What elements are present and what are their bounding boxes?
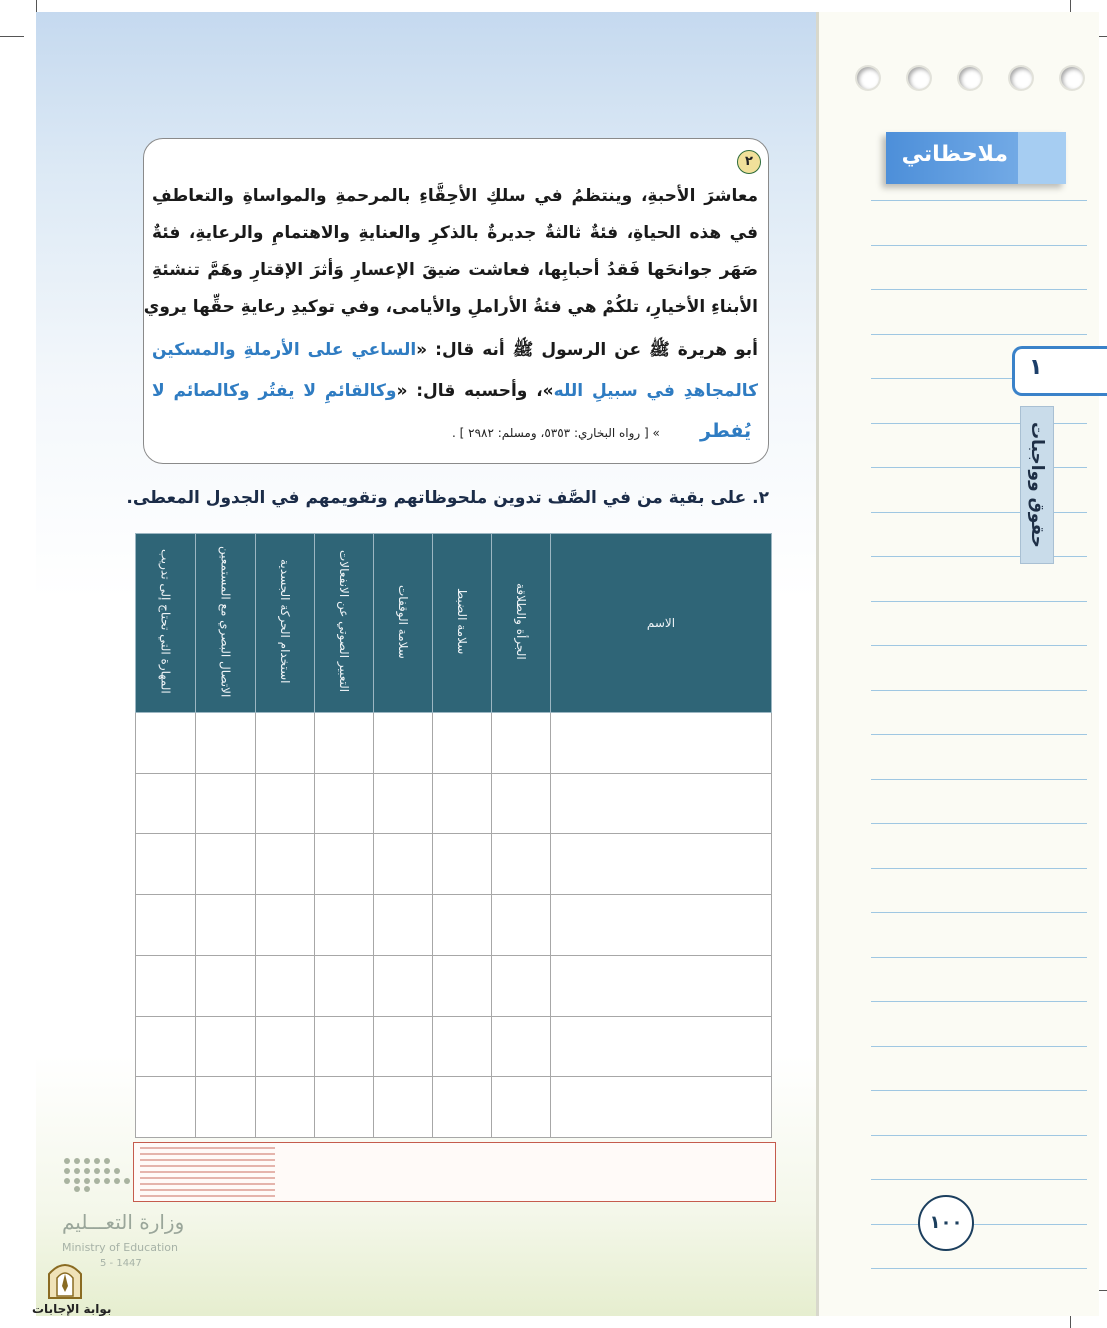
table-cell[interactable] <box>374 1016 433 1077</box>
logo-dot <box>64 1168 70 1174</box>
portal-name: بوابة الإجابات <box>32 1302 112 1316</box>
logo-dot <box>84 1178 90 1184</box>
header-pauses: سلامة الوقفات <box>374 534 433 713</box>
notebook-line <box>871 779 1087 780</box>
table-cell[interactable] <box>196 713 256 774</box>
table-cell[interactable] <box>315 955 374 1016</box>
table-cell[interactable] <box>315 773 374 834</box>
table-cell[interactable] <box>374 1077 433 1138</box>
logo-dot <box>84 1158 90 1164</box>
table-cell[interactable] <box>492 834 551 895</box>
table-cell[interactable] <box>256 834 315 895</box>
hadith-reference: » [ رواه البخاري: ٥٣٥٣، ومسلم: ٢٩٨٢ ] . <box>452 426 660 440</box>
table-row <box>136 713 772 774</box>
table-cell[interactable] <box>551 713 772 774</box>
binder-hole <box>908 67 930 89</box>
logo-dot <box>104 1168 110 1174</box>
unit-title: حقوق وواجبات <box>1027 422 1047 548</box>
table-cell[interactable] <box>256 1077 315 1138</box>
notebook-line <box>871 1135 1087 1136</box>
table-cell[interactable] <box>433 834 492 895</box>
table-row <box>136 895 772 956</box>
unit-number-box <box>1012 346 1107 396</box>
tab-highlight <box>1018 132 1066 184</box>
paragraph-line: في هذه الحياةِ، فئةٌ ثالثةٌ جديرةٌ بالذكرِ والعنايةِ والاهتمامِ والرعايةِ، فئةٌ <box>152 223 758 243</box>
logo-dot <box>74 1178 80 1184</box>
logo-dot <box>74 1186 80 1192</box>
notebook-line <box>871 289 1087 290</box>
notes-notebook <box>816 12 1099 1316</box>
table-cell[interactable] <box>136 713 196 774</box>
table-cell[interactable] <box>196 895 256 956</box>
table-cell[interactable] <box>374 773 433 834</box>
unit-title-ribbon <box>1020 406 1054 564</box>
table-cell[interactable] <box>433 1077 492 1138</box>
table-row <box>136 1077 772 1138</box>
header-eye-contact: الاتصال البصري مع المستمعين <box>196 534 256 713</box>
notes-title: ملاحظاتي <box>901 142 1008 167</box>
logo-dot <box>114 1168 120 1174</box>
table-cell[interactable] <box>256 773 315 834</box>
table-row <box>136 955 772 1016</box>
portal-logo-icon <box>45 1256 85 1300</box>
table-cell[interactable] <box>136 773 196 834</box>
header-body-movement: استخدام الحركة الجسدية <box>256 534 315 713</box>
table-cell[interactable] <box>551 955 772 1016</box>
table-cell[interactable] <box>492 1016 551 1077</box>
hadith-quote: كالمجاهدِ في سبيلِ الله <box>553 381 759 401</box>
logo-dot <box>114 1178 120 1184</box>
logo-dot <box>94 1178 100 1184</box>
table-cell[interactable] <box>196 1077 256 1138</box>
table-cell[interactable] <box>196 955 256 1016</box>
table-cell[interactable] <box>551 895 772 956</box>
table-cell[interactable] <box>374 955 433 1016</box>
notebook-line <box>871 334 1087 335</box>
table-cell[interactable] <box>551 834 772 895</box>
table-cell[interactable] <box>492 713 551 774</box>
table-cell[interactable] <box>315 895 374 956</box>
ministry-name-ar: وزارة التعـــليم <box>62 1210 185 1234</box>
notebook-line <box>871 912 1087 913</box>
header-fluency: الجرأة والطلاقة <box>492 534 551 713</box>
logo-dot <box>74 1158 80 1164</box>
notebook-line <box>871 957 1087 958</box>
table-cell[interactable] <box>256 1016 315 1077</box>
notes-title-tab <box>886 132 1066 184</box>
ministry-logo-dots <box>64 1158 134 1192</box>
binder-hole <box>1061 67 1083 89</box>
notebook-line <box>871 868 1087 869</box>
answer-stamp <box>133 1142 776 1202</box>
table-cell[interactable] <box>256 713 315 774</box>
logo-dot <box>104 1158 110 1164</box>
table-cell[interactable] <box>551 1077 772 1138</box>
header-accuracy: سلامة الضبط <box>433 534 492 713</box>
table-cell[interactable] <box>315 1077 374 1138</box>
table-cell[interactable] <box>315 1016 374 1077</box>
narration-text: »، وأحسبه قال: « <box>396 381 554 401</box>
notebook-line <box>871 556 1087 557</box>
logo-dot <box>104 1178 110 1184</box>
notebook-line <box>871 1046 1087 1047</box>
notebook-line <box>871 1224 1087 1225</box>
table-cell[interactable] <box>256 955 315 1016</box>
page-number: ١٠٠ <box>918 1195 974 1251</box>
logo-dot <box>74 1168 80 1174</box>
hadith-quote-end: يُفطر <box>700 420 752 442</box>
table-cell[interactable] <box>315 834 374 895</box>
table-cell[interactable] <box>551 1016 772 1077</box>
item-number-badge: ٢ <box>737 150 761 174</box>
notebook-line <box>871 1001 1087 1002</box>
binder-hole <box>857 67 879 89</box>
notebook-line <box>871 423 1087 424</box>
logo-dot <box>94 1168 100 1174</box>
logo-dot <box>64 1158 70 1164</box>
unit-number: ١ <box>1029 355 1043 380</box>
notebook-line <box>871 1090 1087 1091</box>
hadith-quote: وكالقائمِ لا يفتُر وكالصائم لا <box>152 381 397 401</box>
table-cell[interactable] <box>492 955 551 1016</box>
table-cell[interactable] <box>196 1016 256 1077</box>
question-text: ٢. على بقية من في الصَّف تدوين ملحوظاتهم وتقويمهم في الجدول المعطى. <box>126 488 769 508</box>
table-cell[interactable] <box>551 773 772 834</box>
table-row <box>136 834 772 895</box>
binder-hole <box>959 67 981 89</box>
evaluation-table <box>135 533 772 1138</box>
header-vocal-expression: التعبير الصوتي عن الانفعالات <box>315 534 374 713</box>
table-cell[interactable] <box>256 895 315 956</box>
table-row <box>136 773 772 834</box>
table-cell[interactable] <box>492 895 551 956</box>
table-cell[interactable] <box>433 955 492 1016</box>
notebook-line <box>871 823 1087 824</box>
stamp-text-lines <box>140 1147 275 1197</box>
table-cell[interactable] <box>136 1077 196 1138</box>
table-cell[interactable] <box>492 773 551 834</box>
notebook-line <box>871 1179 1087 1180</box>
notebook-line <box>871 645 1087 646</box>
crop-mark <box>0 36 24 37</box>
notebook-line <box>871 512 1087 513</box>
paragraph-line <box>152 381 758 401</box>
table-cell[interactable] <box>136 955 196 1016</box>
edition-year: 5 - 1447 <box>100 1258 142 1269</box>
paragraph-line: معاشرَ الأحبةِ، وينتظمُ في سلكِ الأحِقَّاءِ بالمرحمةِ والمواساةِ والتعاطفِ <box>152 186 758 206</box>
paragraph-line <box>152 339 758 364</box>
table-cell[interactable] <box>136 1016 196 1077</box>
table-cell[interactable] <box>433 713 492 774</box>
paragraph-line: صَهَر جوانحَها فَقدُ أحبابِها، فعاشت ضيقَ الإعسارِ وَأثرَ الإقتارِ وهَمَّ تنشئةِ <box>152 260 758 280</box>
header-name: الاسم <box>551 534 772 713</box>
notebook-line <box>871 467 1087 468</box>
paragraph-line: الأبناءِ الأخيارِ، تلكُمْ هي فئةُ الأراملِ والأيامى، وفي توكيدِ رعايةِ حقِّها يروي <box>143 297 758 317</box>
table-header-row <box>136 534 772 713</box>
notebook-line <box>871 601 1087 602</box>
table-cell[interactable] <box>492 1077 551 1138</box>
logo-dot <box>84 1168 90 1174</box>
table-cell[interactable] <box>374 895 433 956</box>
table-cell[interactable] <box>374 713 433 774</box>
notebook-line <box>871 1268 1087 1269</box>
table-cell[interactable] <box>136 834 196 895</box>
hadith-quote: الساعي على الأرملةِ والمسكين <box>152 340 417 360</box>
logo-dot <box>84 1186 90 1192</box>
binder-hole <box>1010 67 1032 89</box>
logo-dot <box>64 1178 70 1184</box>
header-skill-to-train: المهارة التي تحتاج إلى تدريب <box>136 534 196 713</box>
ministry-name-en: Ministry of Education <box>62 1241 179 1254</box>
table-cell[interactable] <box>433 895 492 956</box>
logo-dot <box>94 1158 100 1164</box>
notebook-line <box>871 690 1087 691</box>
table-cell[interactable] <box>196 773 256 834</box>
table-cell[interactable] <box>196 834 256 895</box>
table-cell[interactable] <box>433 1016 492 1077</box>
notebook-line <box>871 200 1087 201</box>
logo-dot <box>124 1178 130 1184</box>
table-cell[interactable] <box>315 713 374 774</box>
table-cell[interactable] <box>374 834 433 895</box>
notebook-line <box>871 734 1087 735</box>
notebook-line <box>871 245 1087 246</box>
table-cell[interactable] <box>136 895 196 956</box>
narration-text: أبو هريرة ﷺ عن الرسول ﷺ أنه قال: « <box>416 340 758 360</box>
table-row <box>136 1016 772 1077</box>
table-cell[interactable] <box>433 773 492 834</box>
